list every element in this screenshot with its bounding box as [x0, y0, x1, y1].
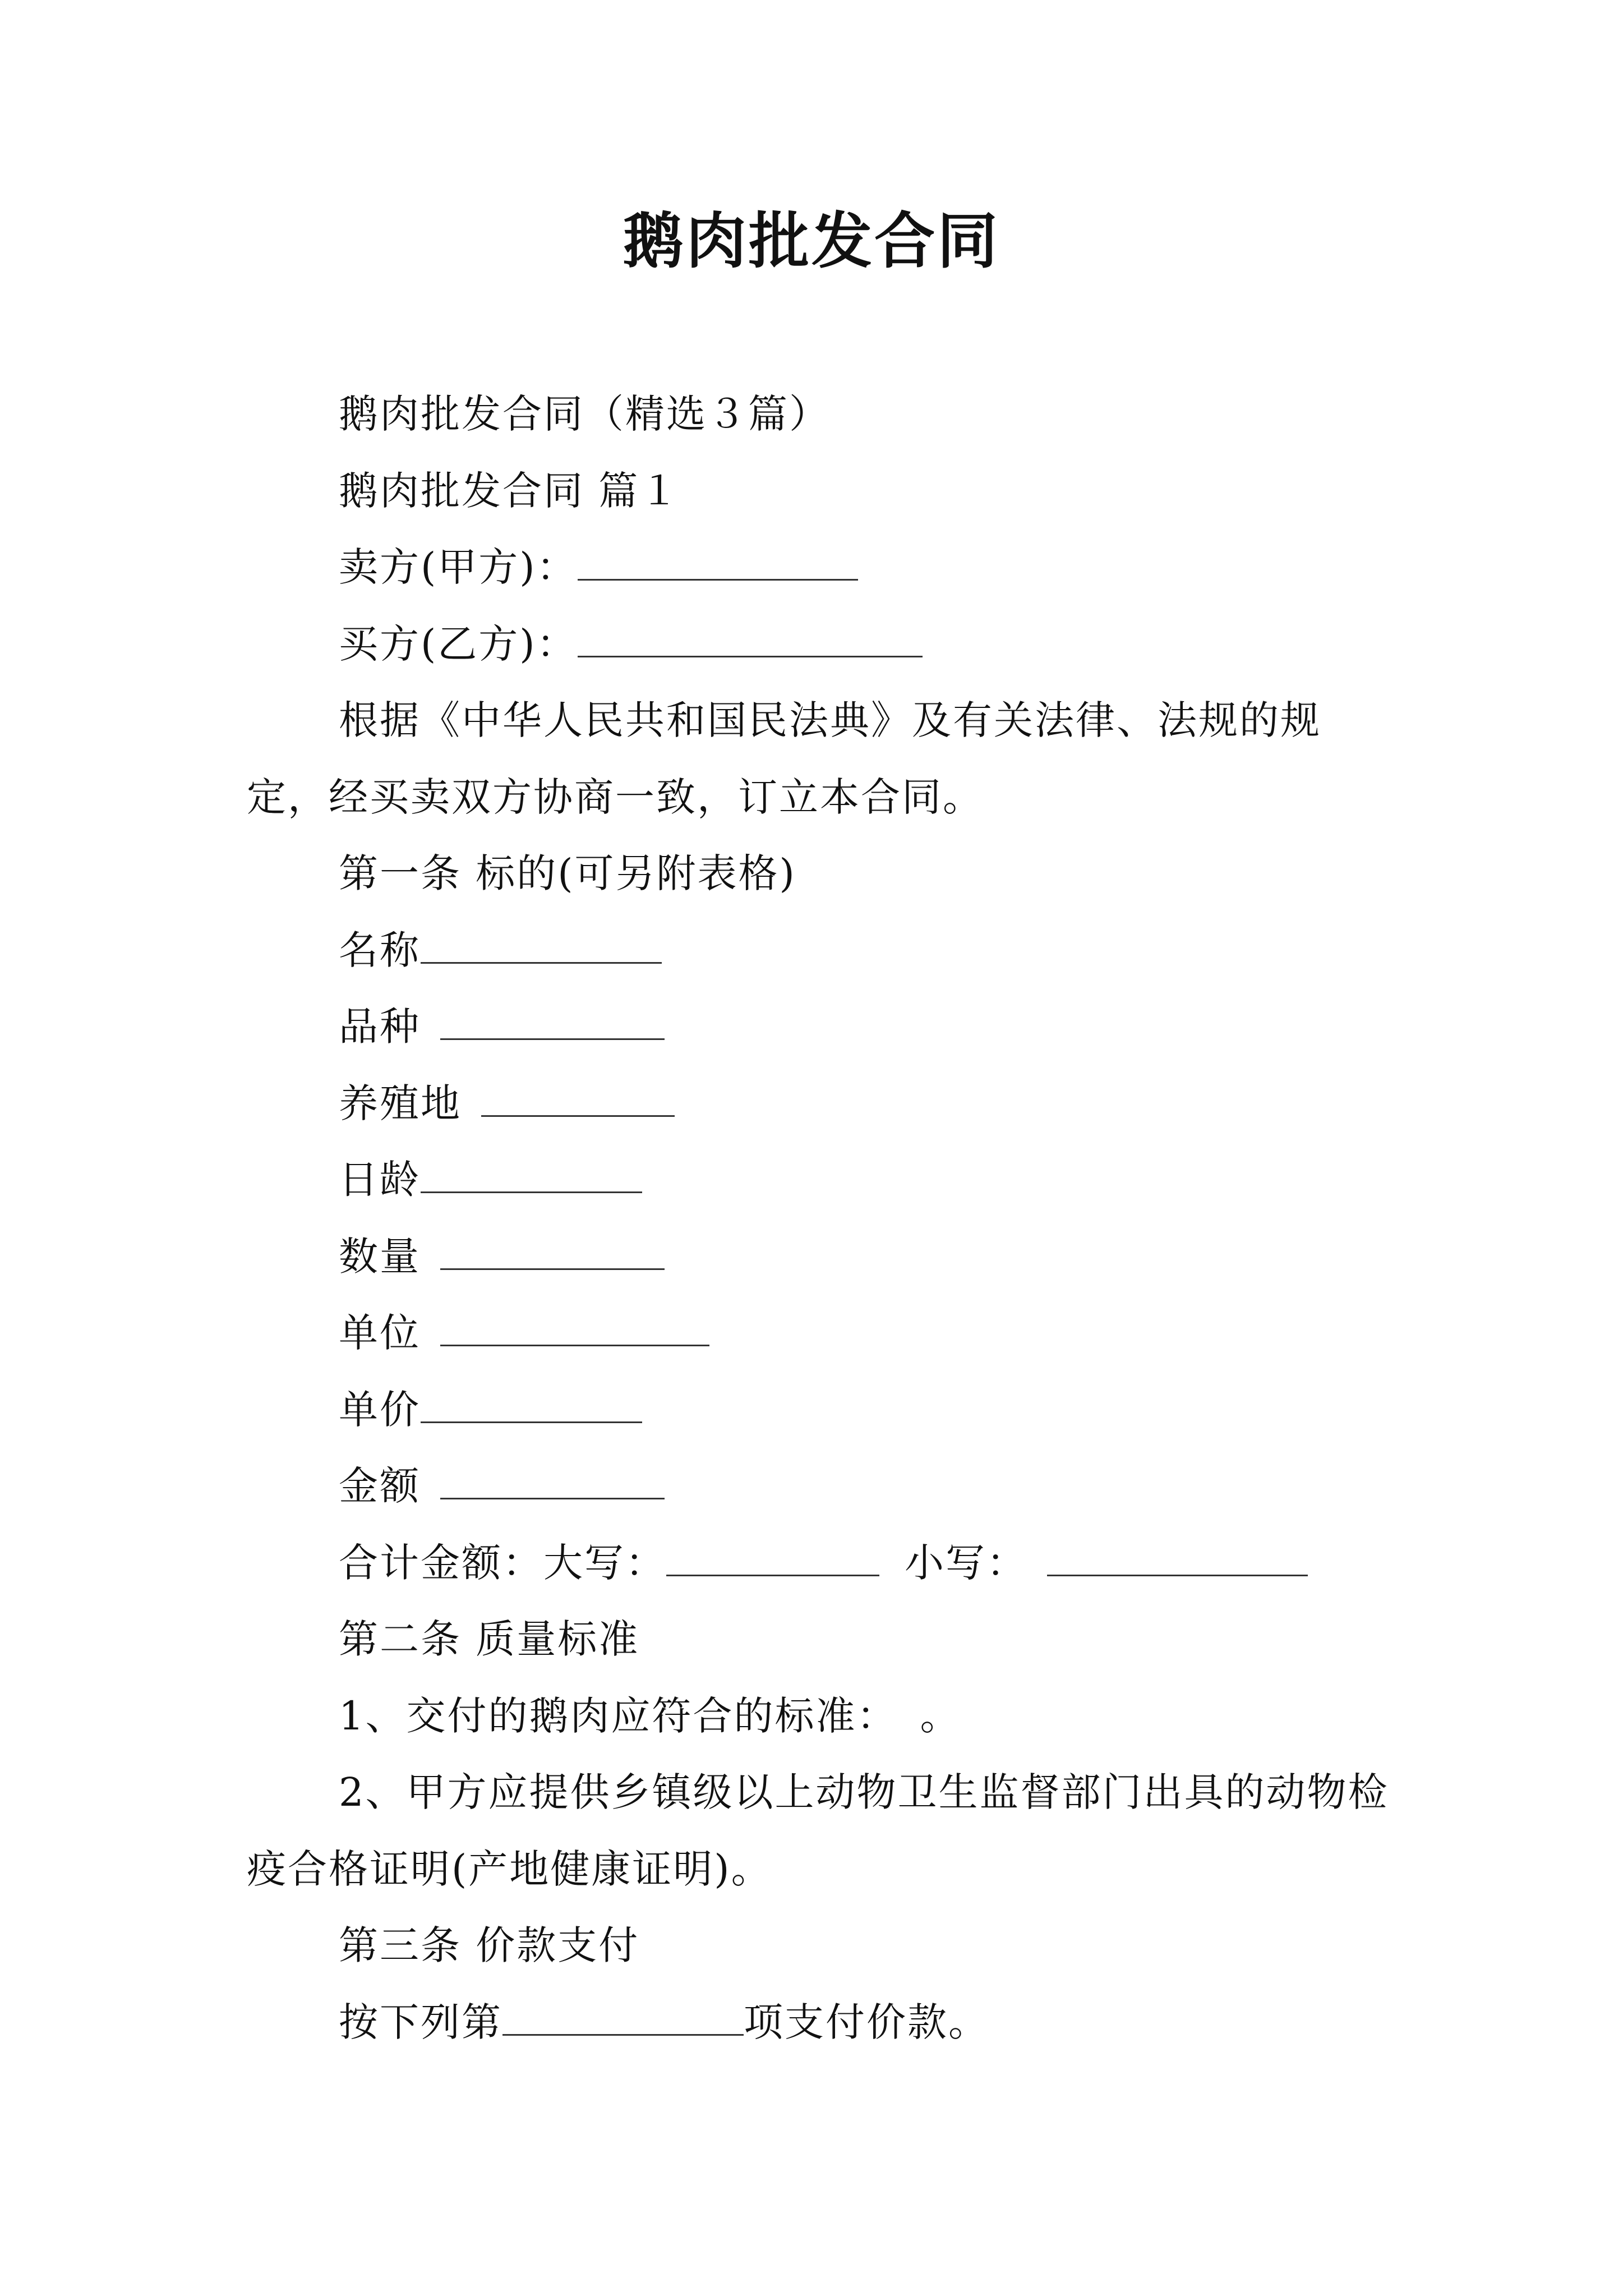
- total-lowercase-blank: [1047, 1533, 1308, 1576]
- quality-item-1-text: 1、交付的鹅肉应符合的标准：: [339, 1692, 898, 1739]
- article-3-heading: 第三条 价款支付: [339, 1922, 640, 1968]
- unit-label: 单位: [339, 1310, 421, 1356]
- amount-label: 金额: [339, 1463, 421, 1509]
- price-blank: [421, 1380, 642, 1423]
- age-blank: [421, 1151, 642, 1194]
- name-line: [247, 912, 1396, 989]
- quality-item-1: [247, 1678, 1396, 1755]
- page-title: 鹅肉批发合同: [623, 206, 1000, 277]
- total-uppercase-blank: [666, 1533, 879, 1576]
- price-label: 单价: [339, 1386, 421, 1433]
- payment-blank: [502, 1993, 744, 2036]
- unit-blank: [440, 1304, 709, 1347]
- intro-paragraph: 根据《中华人民共和国民法典》及有关法律、法规的规定，经买卖双方协商一致，订立本合同。: [247, 697, 1321, 820]
- quantity-label: 数量: [339, 1233, 421, 1280]
- seller-label: 卖方(甲方)：: [339, 544, 578, 590]
- farm-label: 养殖地: [339, 1080, 462, 1126]
- buyer-line: [247, 606, 1396, 683]
- total-line: [247, 1525, 1396, 1602]
- quality-item-2: 2、甲方应提供乡镇级以上动物卫生监督部门出具的动物检疫合格证明(产地健康证明)。: [247, 1769, 1389, 1892]
- payment-text-start: 按下列第: [339, 1999, 502, 2045]
- buyer-label: 买方(乙方)：: [339, 620, 578, 667]
- unit-line: [247, 1295, 1396, 1372]
- article-1-heading: 第一条 标的(可另附表格): [339, 850, 796, 896]
- amount-blank: [440, 1457, 665, 1500]
- farm-blank: [481, 1074, 675, 1117]
- buyer-blank: [578, 614, 923, 657]
- variety-blank: [440, 997, 665, 1041]
- article-2-heading: 第二条 质量标准: [339, 1616, 640, 1662]
- payment-line: [247, 1984, 1396, 2061]
- seller-blank: [578, 538, 858, 581]
- quantity-line: [247, 1218, 1396, 1295]
- amount-line: [247, 1448, 1396, 1525]
- name-blank: [421, 921, 662, 964]
- age-line: [247, 1142, 1396, 1218]
- contract-body: [247, 376, 1396, 2060]
- small-label: 小写：: [905, 1539, 1027, 1586]
- payment-text-end: 项支付价款。: [744, 1999, 989, 2045]
- seller-line: [247, 529, 1396, 606]
- section-heading: 鹅肉批发合同 篇１: [339, 467, 681, 514]
- price-line: [247, 1372, 1396, 1448]
- farm-line: [247, 1065, 1396, 1142]
- total-label: 合计金额：大写：: [339, 1539, 666, 1586]
- quantity-blank: [440, 1227, 665, 1270]
- subtitle-line: 鹅肉批发合同（精选３篇）: [339, 391, 830, 437]
- variety-label: 品种: [339, 1004, 421, 1050]
- name-label: 名称: [339, 927, 421, 973]
- quality-item-1-end: 。: [920, 1692, 961, 1739]
- variety-line: [247, 988, 1396, 1065]
- age-label: 日龄: [339, 1157, 421, 1203]
